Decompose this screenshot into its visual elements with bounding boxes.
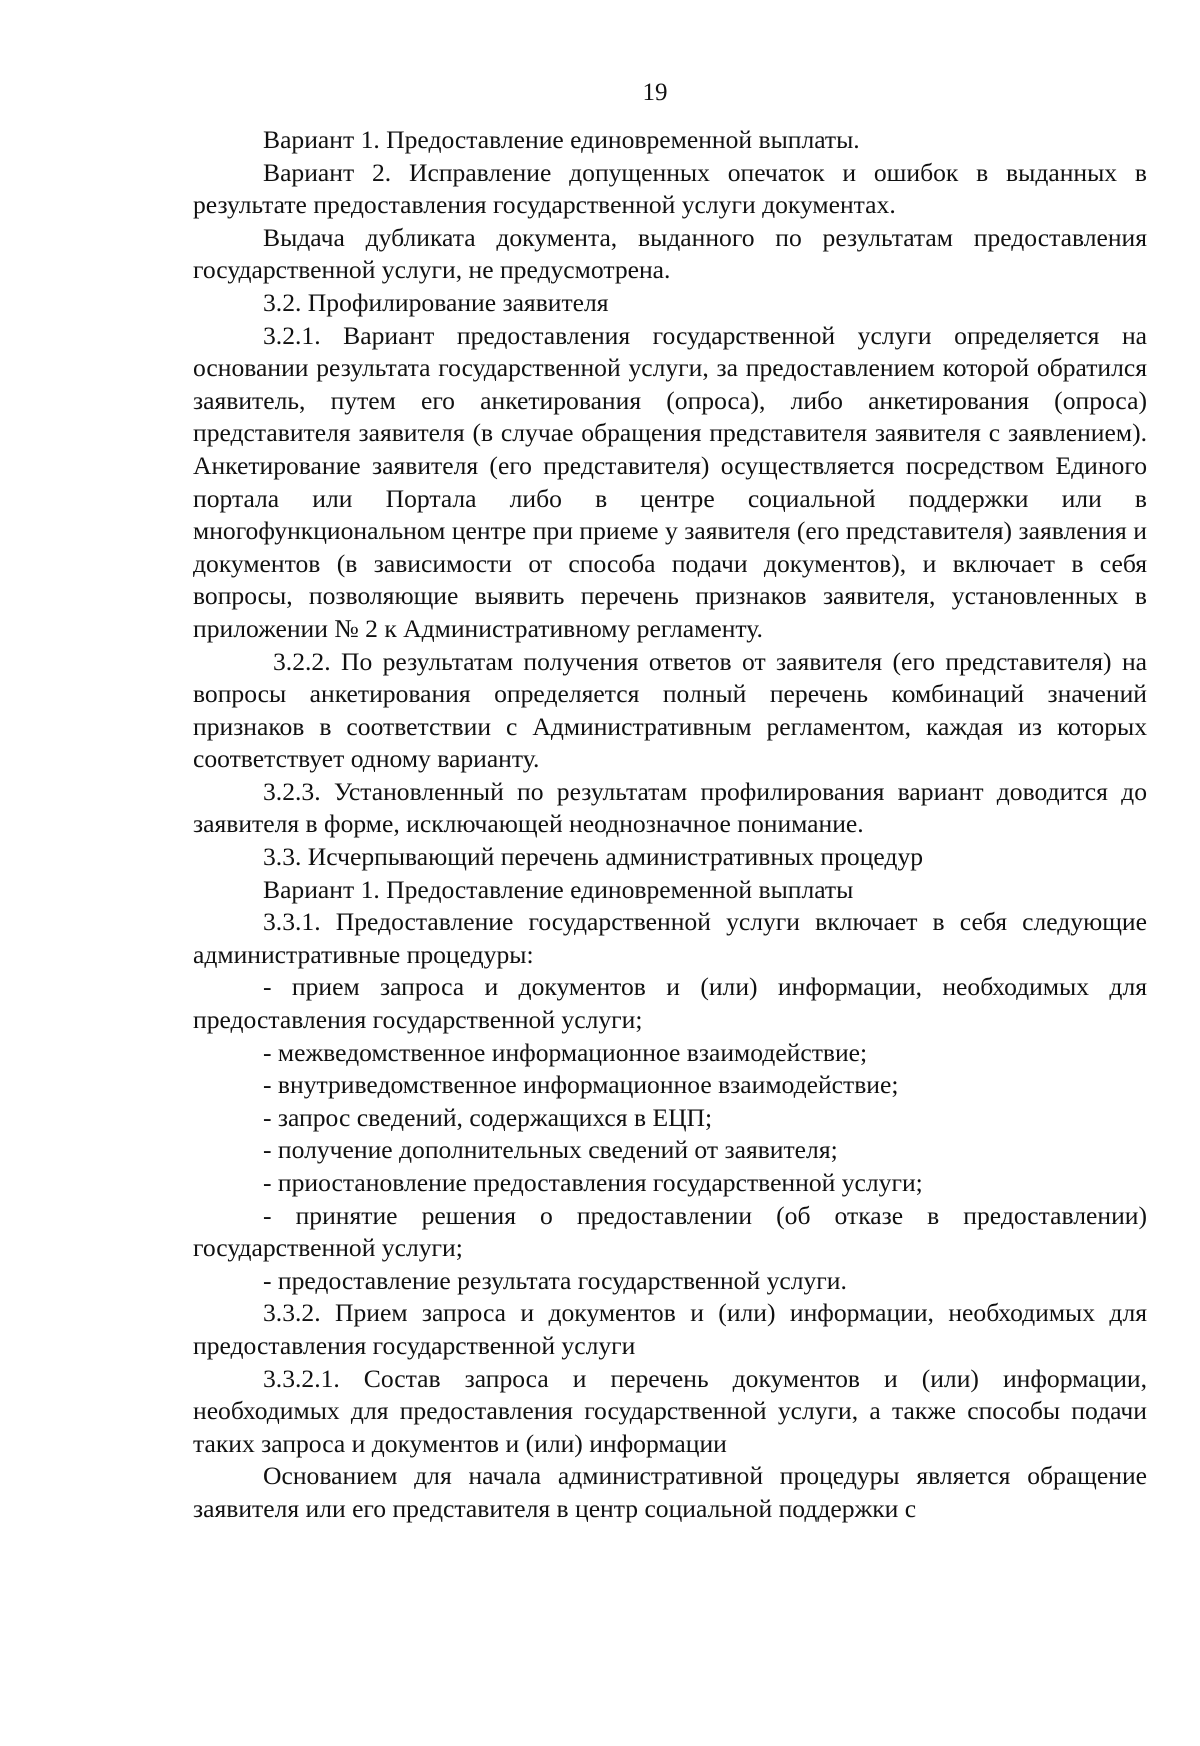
paragraph-duplicate: Выдача дубликата документа, выданного по результатам предоставления государственной услуги, не предусмотрена. [193, 222, 1147, 285]
list-item: - приостановление предоставления государственной услуги; [263, 1168, 923, 1197]
list-item: - межведомственное информационное взаимодействие; [263, 1037, 868, 1067]
page-number: 19 [642, 79, 668, 106]
list-item: - запрос сведений, содержащихся в ЕЦП; [263, 1102, 713, 1132]
paragraph-variant-1: Вариант 1. Предоставление единовременной выплаты. [263, 125, 860, 154]
paragraph-3-3-2-1: 3.3.2.1. Состав запроса и перечень документов и (или) информации, необходимых для предоставления государственной услуги, а также способы подачи таких запроса и документов и (или) информации [193, 1363, 1147, 1458]
paragraph-basis: Основанием для начала административной процедуры является обращение заявителя или его представителя в центр социальной поддержки с [193, 1461, 1147, 1523]
list-item: - прием запроса и документов и (или) информации, необходимых для предоставления государственной услуги; [193, 972, 1147, 1035]
list-item: - внутриведомственное информационное взаимодействие; [263, 1070, 899, 1100]
paragraph-3-2-3: 3.2.3. Установленный по результатам профилирования вариант доводится до заявителя в форме, исключающей неоднозначное понимание. [193, 776, 1147, 839]
paragraph-3-3-1: 3.3.1. Предоставление государственной услуги включает в себя следующие административные процедуры: [193, 907, 1147, 969]
list-item: - принятие решения о предоставлении (об отказе в предоставлении) государственной услуги; [193, 1200, 1147, 1263]
list-item: - предоставление результата государственной услуги. [263, 1265, 847, 1295]
paragraph-variant-2: Вариант 2. Исправление допущенных опечаток и ошибок в выданных в результате предоставления государственной услуги документах. [193, 157, 1147, 220]
paragraph-3-2-2: 3.2.2. По результатам получения ответов от заявителя (его представителя) на вопросы анкетирования определяется полный перечень комбинаций значений признаков в соответствии с Административным регламентом, каждая из которых соответствует одному варианту. [193, 646, 1147, 774]
paragraph-variant-1-heading: Вариант 1. Предоставление единовременной выплаты [263, 874, 854, 904]
paragraph-3-2-1: 3.2.1. Вариант предоставления государственной услуги определяется на основании результата государственной услуги, за предоставлением которой обратился заявитель, путем его анкетирования (опроса), либо анкетирования (опроса) представителя заявителя (в случае обращения представителя заявителя с заявлением). Анкетирование заявителя (его представителя) осуществляется посредством Единого портала или Портала либо в центре социальной поддержки или в многофункциональном центре при приеме у заявителя (его представителя) заявления и документов (в зависимости от способа подачи документов), и включает в себя вопросы, позволяющие выявить перечень признаков заявителя, установленных в приложении № 2 к Административному регламенту. [193, 320, 1147, 643]
paragraph-3-3-2: 3.3.2. Прием запроса и документов и (или) информации, необходимых для предоставления государственной услуги [193, 1298, 1147, 1360]
section-heading-3-2: 3.2. Профилирование заявителя [263, 287, 609, 317]
list-item: - получение дополнительных сведений от заявителя; [263, 1135, 838, 1165]
document-body [193, 124, 1147, 1526]
section-heading-3-3: 3.3. Исчерпывающий перечень административных процедур [263, 842, 924, 872]
